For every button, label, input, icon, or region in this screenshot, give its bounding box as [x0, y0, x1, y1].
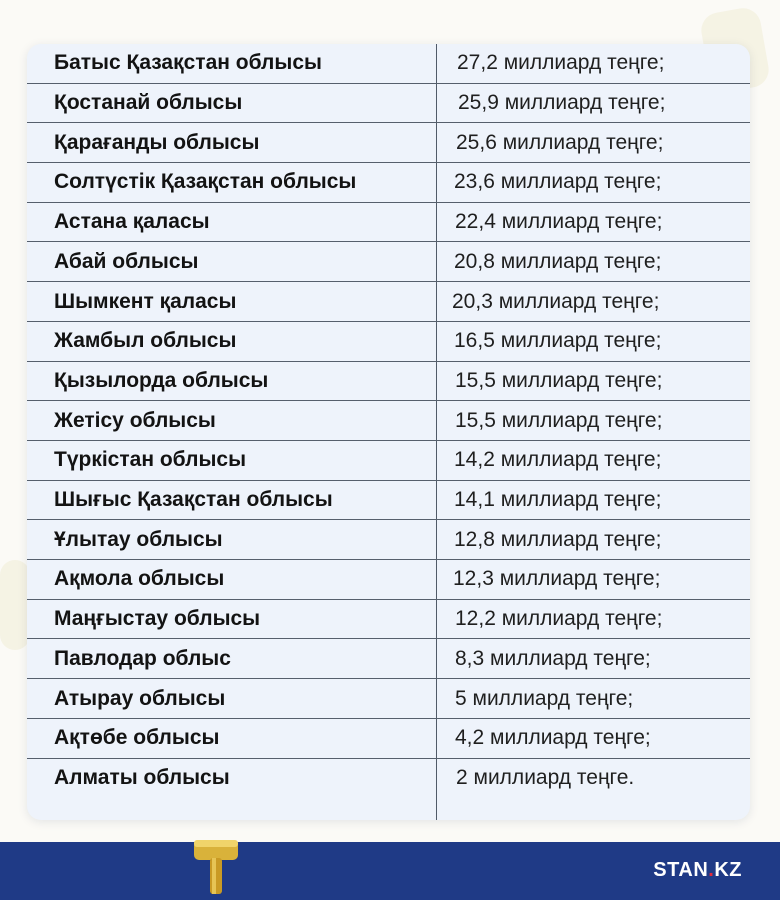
region-name: Батыс Қазақстан облысы: [54, 51, 322, 75]
table-row: [27, 123, 750, 163]
table-row: [27, 362, 750, 402]
table-row: [27, 759, 750, 799]
region-name: Ақмола облысы: [54, 567, 225, 591]
table-row: [27, 441, 750, 481]
background-decoration: [0, 560, 30, 650]
allocation-amount: 23,6 миллиард теңге;: [454, 170, 662, 194]
allocation-amount: 22,4 миллиард теңге;: [455, 210, 663, 234]
allocation-amount: 25,9 миллиард теңге;: [458, 91, 666, 115]
region-name: Атырау облысы: [54, 686, 226, 710]
table-row: [27, 203, 750, 243]
allocation-amount: 2 миллиард теңге.: [456, 766, 635, 790]
allocation-amount: 12,2 миллиард теңге;: [455, 607, 663, 631]
region-name: Жетісу облысы: [54, 408, 216, 432]
region-name: Астана қаласы: [54, 210, 210, 234]
table-row: [27, 322, 750, 362]
region-name: Түркістан облысы: [54, 448, 247, 472]
allocation-amount: 20,8 миллиард теңге;: [454, 249, 662, 273]
allocation-amount: 15,5 миллиард теңге;: [455, 408, 663, 432]
logo-dot: .: [708, 859, 715, 881]
table-row: [27, 163, 750, 203]
allocation-table: [27, 44, 750, 820]
logo-tld: KZ: [714, 859, 742, 881]
footer-bar: [0, 842, 780, 900]
region-name: Ұлытау облысы: [54, 527, 223, 551]
region-name: Павлодар облыс: [54, 646, 231, 670]
region-name: Маңғыстау облысы: [54, 607, 261, 631]
table-row: [27, 481, 750, 521]
hammer-icon: [188, 834, 244, 896]
stan-kz-logo[interactable]: [653, 859, 742, 882]
table-row: [27, 679, 750, 719]
table-row: [27, 84, 750, 124]
region-name: Шығыс Қазақстан облысы: [54, 488, 333, 512]
table-row: [27, 401, 750, 441]
allocation-amount: 8,3 миллиард теңге;: [455, 646, 651, 670]
allocation-amount: 25,6 миллиард теңге;: [456, 130, 664, 154]
table-row: [27, 520, 750, 560]
region-name: Алматы облысы: [54, 766, 230, 790]
region-name: Қостанай облысы: [54, 91, 243, 115]
table-row: [27, 243, 750, 283]
region-name: Қызылорда облысы: [54, 368, 269, 392]
region-name: Ақтөбе облысы: [54, 726, 220, 750]
table-row: [27, 44, 750, 84]
allocation-amount: 12,8 миллиард теңге;: [454, 527, 662, 551]
allocation-amount: 14,2 миллиард теңге;: [454, 448, 662, 472]
table-row: [27, 282, 750, 322]
table-row: [27, 719, 750, 759]
region-name: Солтүстік Қазақстан облысы: [54, 170, 357, 194]
allocation-amount: 20,3 миллиард теңге;: [452, 289, 660, 313]
table-row: [27, 600, 750, 640]
region-name: Абай облысы: [54, 249, 199, 273]
allocation-amount: 16,5 миллиард теңге;: [454, 329, 662, 353]
region-name: Шымкент қаласы: [54, 289, 237, 313]
logo-main: STAN: [653, 859, 709, 881]
allocation-amount: 15,5 миллиард теңге;: [455, 368, 663, 392]
table-row: [27, 640, 750, 680]
allocation-amount: 14,1 миллиард теңге;: [454, 488, 662, 512]
table-row: [27, 560, 750, 600]
allocation-amount: 5 миллиард теңге;: [455, 686, 634, 710]
allocation-amount: 4,2 миллиард теңге;: [455, 726, 651, 750]
allocation-amount: 12,3 миллиард теңге;: [453, 567, 661, 591]
region-name: Жамбыл облысы: [54, 329, 237, 353]
region-name: Қарағанды облысы: [54, 130, 260, 154]
allocation-amount: 27,2 миллиард теңге;: [457, 51, 665, 75]
